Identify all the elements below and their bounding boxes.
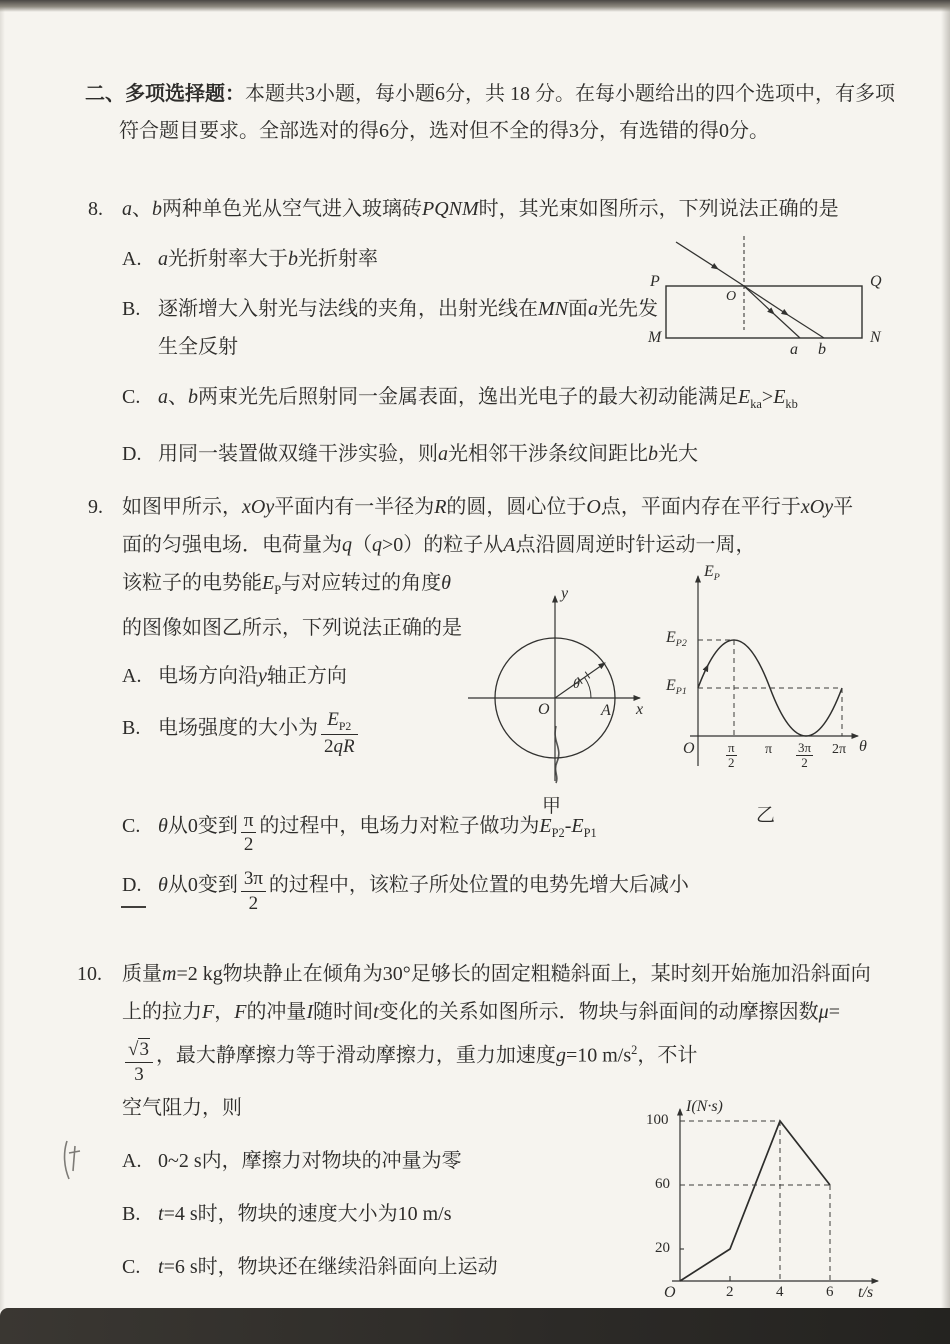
corner-label-p: P	[650, 273, 660, 290]
tick-pi-over-2: $\frac{\pi}{2}$	[728, 740, 735, 771]
ep2-level-label: $E_{P2}$	[666, 629, 687, 650]
ray-label-b: b	[818, 341, 826, 358]
question-8	[88, 190, 882, 473]
theta-axis-label: θ	[859, 738, 867, 755]
tick-3pi-over-2: $\frac{3\pi}{2}$	[798, 740, 812, 771]
section-header	[85, 76, 911, 150]
ray-label-a: a	[790, 341, 798, 358]
q9-option-d	[122, 866, 872, 914]
section-header-label: 二、多项选择题：	[85, 83, 245, 105]
question-9-number: 9.	[88, 496, 103, 518]
circle-diagram-jia	[460, 585, 650, 817]
question-10	[77, 955, 874, 1301]
corner-label-n: N	[870, 329, 881, 346]
question-9-stem-1: 如图甲所示，xOy平面内有一半径为R的圆，圆心位于O点，平面内存在平行于xOy平面的匀强电场．电荷量为q（q>0）的粒子从A点沿圆周逆时针运动一周，	[122, 496, 854, 556]
tick-pi: π	[765, 742, 773, 757]
refracted-ray-b	[744, 286, 788, 315]
impulse-time-svg	[642, 1098, 892, 1301]
corner-label-m: M	[648, 329, 662, 346]
y-axis-label: y	[561, 585, 569, 602]
ep-axis-label: $E_P$	[704, 563, 720, 584]
q9-option-d-text: θ从0变到 $\frac{3\pi}{2}$ 的过程中，该粒子所处位置的电势先增大后减小	[158, 868, 689, 914]
q8-option-a	[122, 240, 658, 278]
q8-option-c-text: a、b两束光先后照射同一金属表面，逸出光电子的最大初动能满足$E_{ka}>E_{kb}$	[158, 386, 798, 411]
theta-label: θ	[573, 677, 580, 692]
q10-option-b	[122, 1195, 628, 1233]
incident-ray	[676, 242, 718, 269]
q8-option-d-text: 用同一装置做双缝干涉实验，则a光相邻干涉条纹间距比b光大	[158, 443, 698, 465]
q10-option-b-text: t=4 s时，物块的速度大小为10 m/s	[158, 1202, 452, 1225]
xtick-2: 2	[726, 1284, 734, 1300]
q9-option-a-label: A.	[122, 665, 142, 687]
ep-origin-label: O	[683, 740, 695, 757]
scan-right-edge	[941, 0, 950, 1310]
question-9-stem-2: 该粒子的电势能$E_P$与对应转过的角度θ的图像如图乙所示，下列说法正确的是	[122, 572, 462, 639]
q10-option-a	[122, 1142, 628, 1180]
impulse-time-graph	[642, 1098, 894, 1306]
caption-yi: 乙	[756, 805, 776, 826]
xtick-6: 6	[826, 1284, 834, 1300]
theta-angle-arc	[585, 677, 592, 698]
q10-option-c-label: C.	[122, 1255, 141, 1278]
question-10-stem-2: 空气阻力，则	[122, 1096, 242, 1119]
stray-pen-mark	[60, 1137, 84, 1183]
q8-option-a-text: a光折射率大于b光折射率	[158, 248, 378, 270]
xtick-4: 4	[776, 1284, 784, 1300]
ytick-100: 100	[646, 1112, 669, 1128]
q10-option-b-label: B.	[122, 1202, 141, 1225]
q9-option-d-label: D.	[121, 866, 146, 908]
impulse-line	[680, 1121, 830, 1281]
q10-option-a-text: 0~2 s内，摩擦力对物块的冲量为零	[158, 1149, 462, 1172]
q9-option-b	[122, 709, 476, 757]
glass-brick-figure	[648, 228, 888, 378]
i-origin-label: O	[664, 1284, 676, 1301]
question-8-stem: a、b两种单色光从空气进入玻璃砖PQNM时，其光束如图所示，下列说法正确的是	[122, 198, 839, 220]
q8-option-a-label: A.	[122, 248, 142, 270]
ep1-level-label: $E_{P1}$	[666, 677, 687, 698]
section-header-text: 本题共3小题，每小题6分，共 18 分。在每小题给出的四个选项中，有多项符合题目要求。全部选对的得6分，选对但不全的得3分，有选错的得0分。	[119, 83, 895, 142]
q8-option-d	[122, 435, 872, 473]
scan-top-edge	[0, 0, 950, 12]
caption-jia: 甲	[542, 796, 562, 817]
q9-option-c-text: θ从0变到 $\frac{\pi}{2}$ 的过程中，电场力对粒子做功为$E_{P2}-E_{P1}$	[158, 810, 597, 856]
radius-hatch-2	[585, 672, 590, 679]
glass-brick-outline	[666, 286, 862, 338]
question-8-number: 8.	[88, 198, 103, 220]
q8-option-b	[122, 290, 658, 366]
q8-option-d-label: D.	[122, 443, 142, 465]
circle-diagram-svg	[460, 586, 650, 786]
question-10-number: 10.	[77, 963, 102, 985]
origin-label-o: O	[538, 701, 550, 718]
question-10-stem-1: 质量m=2 kg物块静止在倾角为30°足够长的固定粗糙斜面上，某时刻开始施加沿斜面向上的拉力F，F的冲量I随时间t变化的关系如图所示．物块与斜面间的动摩擦因数μ= $\frac{√3}{3}$ ，最大静摩擦力等于滑动摩擦力，重力加速度g=10 $m/s^2$，不计	[122, 963, 871, 1085]
point-label-a: A	[601, 702, 611, 719]
ep-theta-graph-yi	[666, 563, 874, 826]
scan-bottom-edge	[0, 1308, 950, 1344]
refracted-ray-a	[744, 286, 774, 314]
tick-2pi: 2π	[832, 742, 847, 757]
q8-option-c	[122, 378, 872, 423]
ytick-20: 20	[655, 1240, 670, 1256]
curve-direction-arrow	[701, 665, 708, 680]
q10-option-a-label: A.	[122, 1149, 142, 1172]
i-axis-label: I(N·s)	[686, 1098, 723, 1115]
q10-option-c-text: t=6 s时，物块还在继续沿斜面向上运动	[158, 1255, 498, 1278]
q9-option-b-label: B.	[122, 717, 141, 739]
q9-option-b-text: 电场强度的大小为 $\frac{E_{P2}}{2qR}$	[158, 717, 361, 739]
pen-squiggle	[555, 726, 559, 783]
scan-left-edge	[0, 0, 5, 1310]
corner-label-q: Q	[870, 273, 882, 290]
t-axis-label: t/s	[858, 1284, 874, 1301]
q8-option-b-text: 逐渐增大入射光与法线的夹角，出射光线在MN面a光先发生全反射	[158, 298, 658, 358]
q9-option-c-label: C.	[122, 815, 141, 838]
question-9	[88, 488, 872, 914]
q10-option-c	[122, 1248, 628, 1286]
glass-brick-svg	[648, 228, 888, 356]
incidence-point-label-o: O	[726, 289, 737, 304]
q8-option-b-label: B.	[122, 298, 141, 320]
q9-option-a-text: 电场方向沿y轴正方向	[158, 665, 347, 687]
q8-option-c-label: C.	[122, 386, 141, 408]
ytick-60: 60	[655, 1176, 670, 1192]
q9-option-a	[122, 657, 476, 695]
x-axis-label: x	[636, 701, 644, 718]
